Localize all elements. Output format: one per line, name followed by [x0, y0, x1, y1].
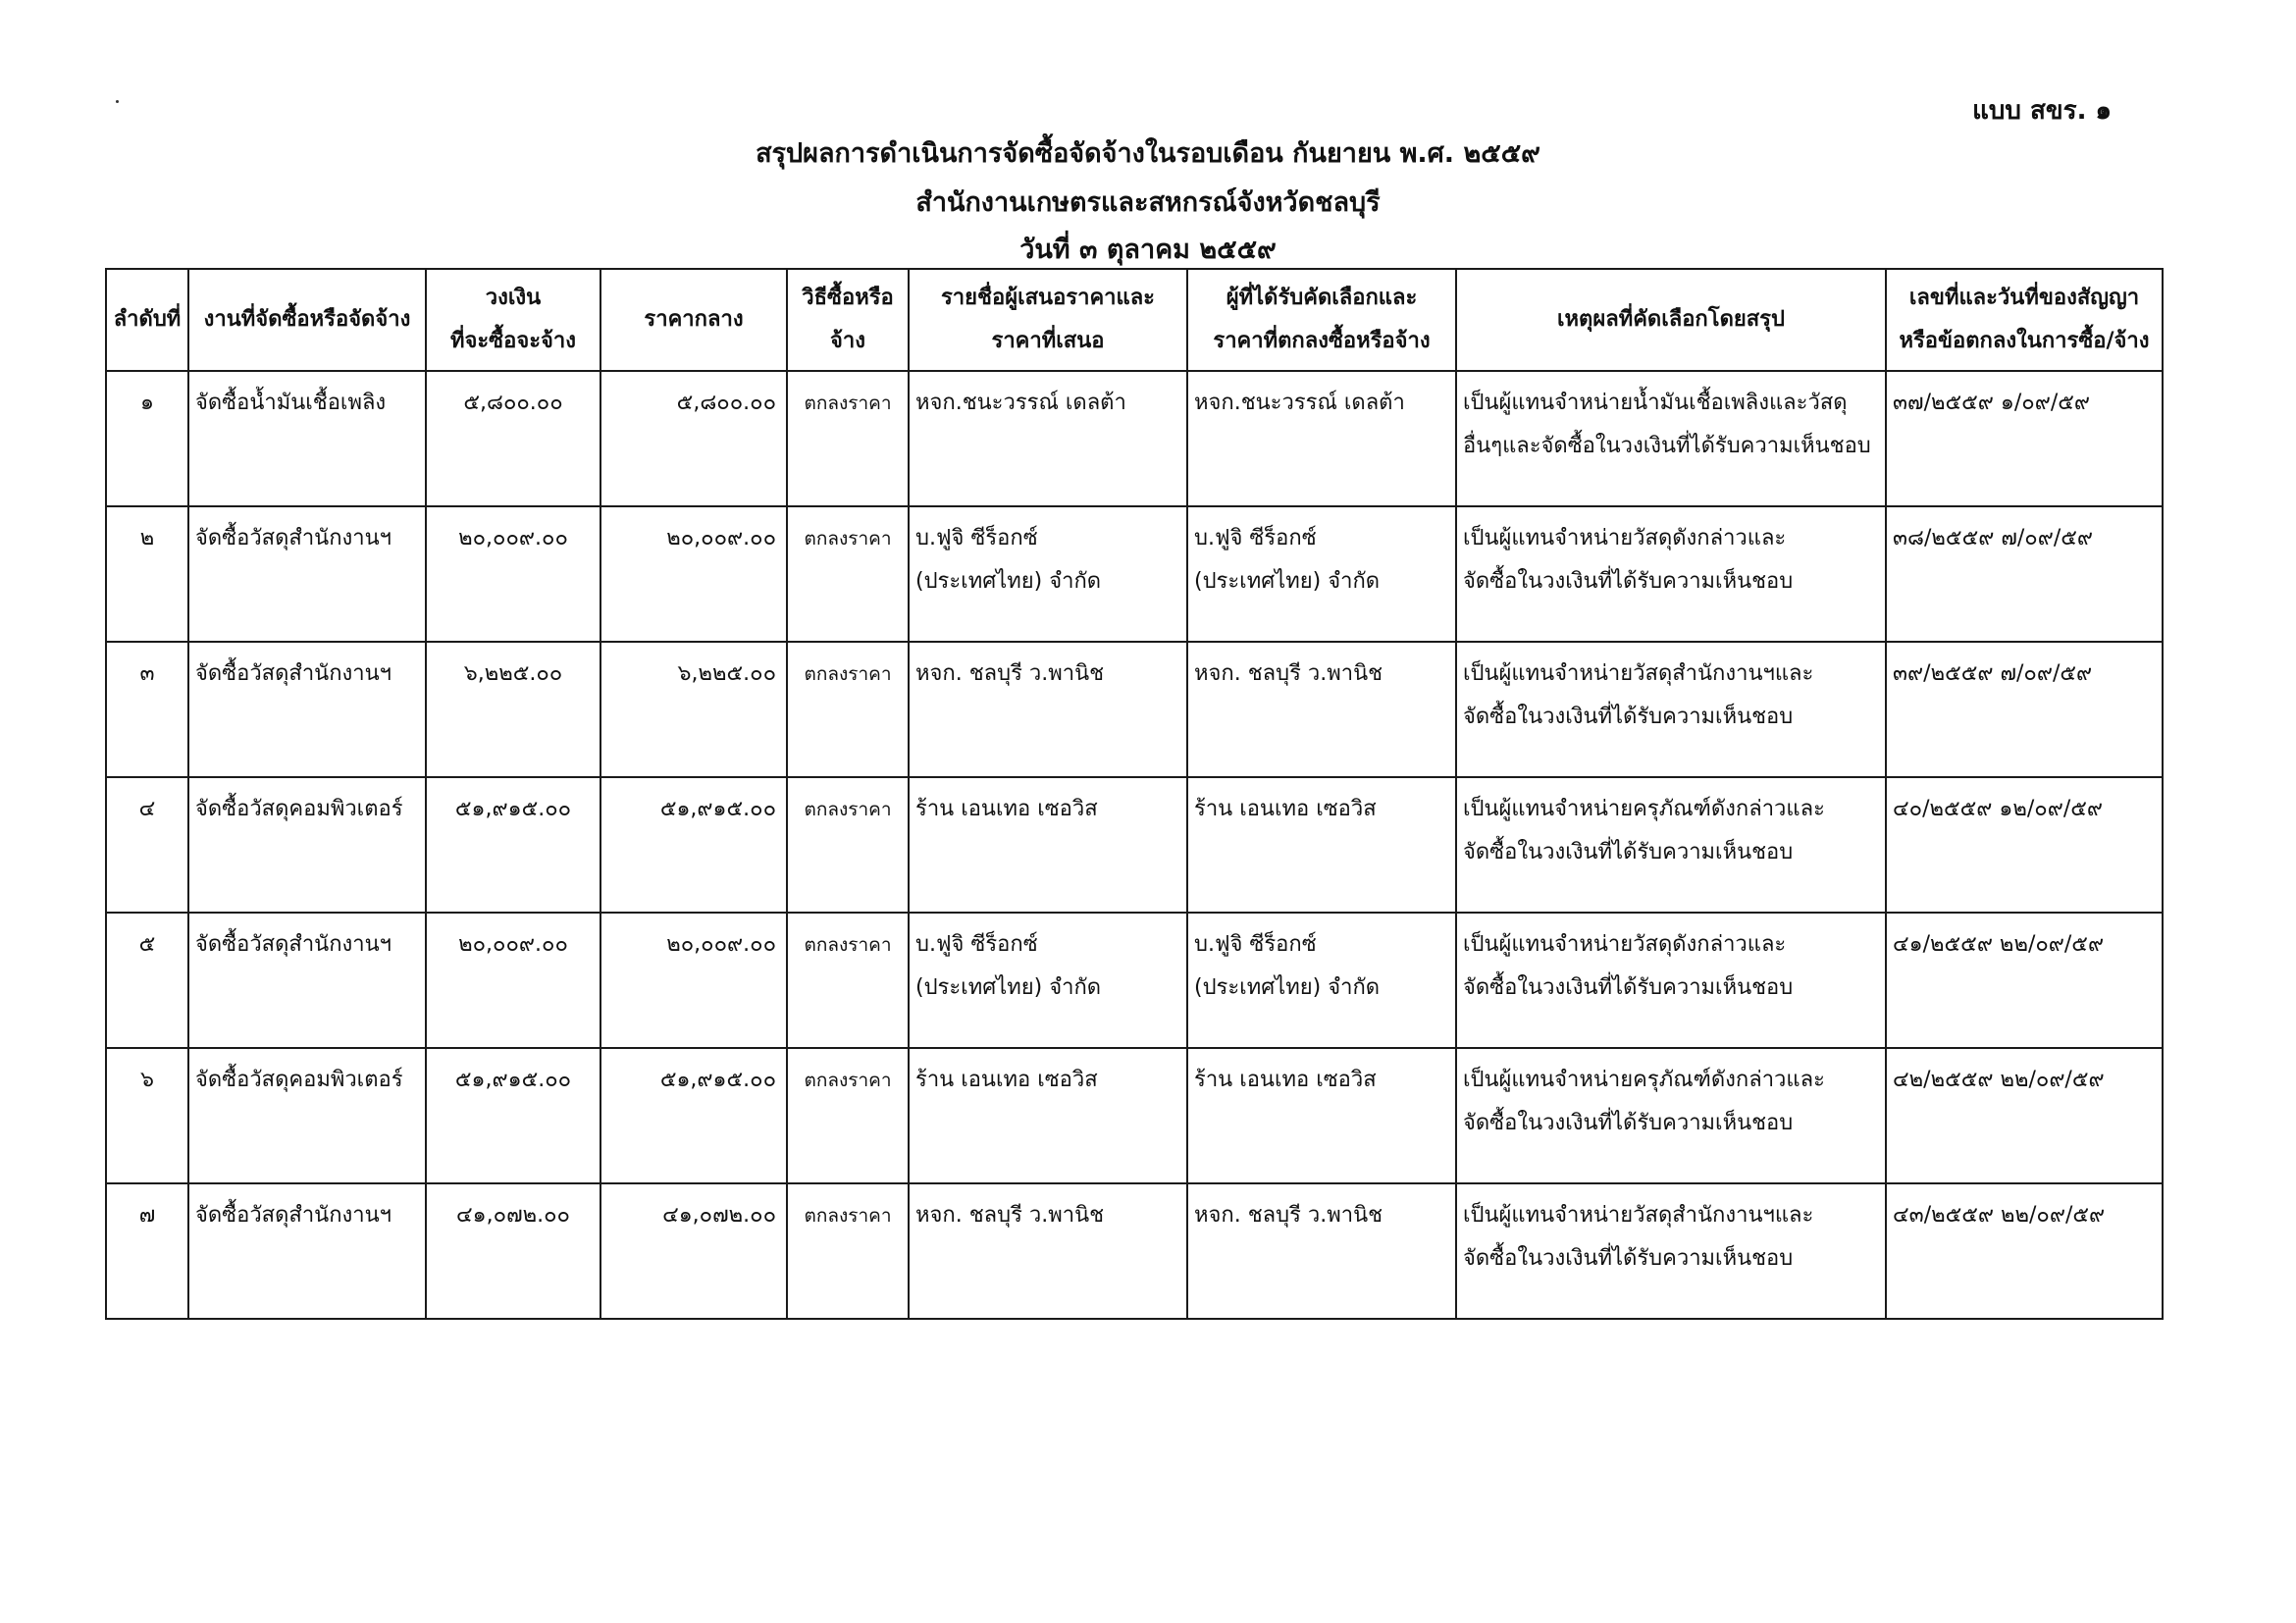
table-header-row — [106, 269, 2163, 371]
cell-winner-text: ร้าน เอนเทอ เซอวิส — [1194, 797, 1377, 821]
cell-bidders-text: ร้าน เอนเทอ เซอวิส — [915, 797, 1098, 821]
cell-no-text: ๗ — [138, 1203, 156, 1228]
cell-contract — [1886, 913, 2163, 1048]
cell-contract — [1886, 506, 2163, 642]
cell-item-text: จัดซื้อวัสดุสำนักงานฯ — [195, 526, 392, 550]
cell-method — [787, 1048, 909, 1183]
cell-winner-text: ร้าน เอนเทอ เซอวิส — [1194, 1068, 1377, 1092]
cell-reason-text: จัดซื้อในวงเงินที่ได้รับความเห็นชอบ — [1463, 569, 1794, 594]
header-text: หรือข้อตกลงในการซื้อ/จ้าง — [1899, 329, 2150, 353]
cell-no-text: ๓ — [139, 661, 155, 686]
cell-budget — [426, 371, 600, 506]
cell-budget — [426, 913, 600, 1048]
cell-reason-text: จัดซื้อในวงเงินที่ได้รับความเห็นชอบ — [1463, 705, 1794, 729]
cell-median-price-text: ๕๑,๙๑๕.๐๐ — [659, 1068, 776, 1092]
cell-bidders-text: หจก. ชลบุรี ว.พานิช — [915, 661, 1105, 686]
cell-contract-text: ๓๙/๒๕๕๙ ๗/๐๙/๕๙ — [1893, 661, 2093, 686]
header-text: เหตุผลที่คัดเลือกโดยสรุป — [1557, 307, 1785, 332]
cell-reason-text: จัดซื้อในวงเงินที่ได้รับความเห็นชอบ — [1463, 1111, 1794, 1135]
cell-winner-text: (ประเทศไทย) จำกัด — [1194, 569, 1381, 594]
cell-method-text: ตกลงราคา — [804, 934, 892, 956]
cell-budget — [426, 1048, 600, 1183]
cell-reason — [1456, 913, 1886, 1048]
cell-reason-text: อื่นๆและจัดซื้อในวงเงินที่ได้รับความเห็นชอบ — [1463, 434, 1871, 458]
cell-budget-text: ๕๑,๙๑๕.๐๐ — [454, 1068, 572, 1092]
cell-budget-text: ๕๑,๙๑๕.๐๐ — [454, 797, 572, 821]
header-text: วิธีซื้อหรือ — [802, 286, 894, 310]
cell-contract — [1886, 371, 2163, 506]
cell-reason — [1456, 777, 1886, 913]
cell-winner — [1187, 777, 1456, 913]
cell-contract-text: ๔๓/๒๕๕๙ ๒๒/๐๙/๕๙ — [1893, 1203, 2106, 1228]
cell-method — [787, 913, 909, 1048]
procurement-summary-table — [105, 268, 2164, 1320]
cell-bidders-text: บ.ฟูจิ ซีร็อกซ์ — [915, 932, 1038, 957]
cell-reason-text: เป็นผู้แทนจำหน่ายครุภัณฑ์ดังกล่าวและ — [1463, 797, 1825, 821]
cell-no-text: ๑ — [140, 391, 154, 415]
cell-bidders-text: บ.ฟูจิ ซีร็อกซ์ — [915, 526, 1038, 550]
table-row — [106, 777, 2163, 913]
header-text: วงเงิน — [485, 286, 542, 310]
cell-winner — [1187, 506, 1456, 642]
cell-winner — [1187, 913, 1456, 1048]
cell-winner-text: บ.ฟูจิ ซีร็อกซ์ — [1194, 932, 1317, 957]
cell-method-text: ตกลงราคา — [804, 393, 892, 414]
cell-bidders — [909, 913, 1187, 1048]
cell-bidders — [909, 371, 1187, 506]
cell-reason — [1456, 371, 1886, 506]
cell-median-price-text: ๕,๘๐๐.๐๐ — [676, 391, 776, 415]
cell-reason-text: เป็นผู้แทนจำหน่ายครุภัณฑ์ดังกล่าวและ — [1463, 1068, 1825, 1092]
col-header-budget — [426, 269, 600, 371]
cell-reason — [1456, 506, 1886, 642]
cell-item-text: จัดซื้อวัสดุสำนักงานฯ — [195, 932, 392, 957]
cell-budget-text: ๕,๘๐๐.๐๐ — [463, 391, 563, 415]
cell-item — [188, 506, 426, 642]
header-text: ลำดับที่ — [113, 307, 182, 332]
header-text: จ้าง — [830, 329, 865, 353]
cell-winner-text: หจก. ชลบุรี ว.พานิช — [1194, 1203, 1383, 1228]
cell-reason — [1456, 1183, 1886, 1319]
cell-contract-text: ๓๗/๒๕๕๙ ๑/๐๙/๕๙ — [1893, 391, 2090, 415]
table-row — [106, 1183, 2163, 1319]
cell-contract — [1886, 1183, 2163, 1319]
col-header-no — [106, 269, 188, 371]
scan-speck — [116, 100, 119, 103]
cell-item-text: จัดซื้อวัสดุสำนักงานฯ — [195, 1203, 392, 1228]
col-header-method — [787, 269, 909, 371]
cell-item — [188, 777, 426, 913]
cell-winner — [1187, 371, 1456, 506]
cell-winner-text: หจก. ชลบุรี ว.พานิช — [1194, 661, 1383, 686]
cell-bidders — [909, 1183, 1187, 1319]
document-date: วันที่ ๓ ตุลาคม ๒๕๕๙ — [1019, 235, 1277, 265]
cell-method — [787, 777, 909, 913]
cell-contract-text: ๔๐/๒๕๕๙ ๑๒/๐๙/๕๙ — [1893, 797, 2103, 821]
cell-median-price — [600, 371, 787, 506]
cell-budget — [426, 777, 600, 913]
header-text: ราคาที่เสนอ — [991, 329, 1105, 353]
cell-reason-text: เป็นผู้แทนจำหน่ายวัสดุดังกล่าวและ — [1463, 932, 1787, 957]
cell-budget-text: ๒๐,๐๐๙.๐๐ — [458, 932, 568, 957]
cell-reason — [1456, 642, 1886, 777]
cell-median-price — [600, 506, 787, 642]
cell-bidders — [909, 506, 1187, 642]
cell-no — [106, 371, 188, 506]
cell-median-price-text: ๕๑,๙๑๕.๐๐ — [659, 797, 776, 821]
cell-item-text: จัดซื้อวัสดุคอมพิวเตอร์ — [195, 797, 403, 821]
cell-no-text: ๒ — [139, 526, 155, 550]
table-row — [106, 506, 2163, 642]
cell-no — [106, 1048, 188, 1183]
cell-item-text: จัดซื้อวัสดุสำนักงานฯ — [195, 661, 392, 686]
cell-item — [188, 1048, 426, 1183]
cell-item-text: จัดซื้อน้ำมันเชื้อเพลิง — [195, 391, 387, 415]
cell-median-price-text: ๔๑,๐๗๒.๐๐ — [662, 1203, 776, 1228]
cell-bidders-text: หจก.ชนะวรรณ์ เดลต้า — [915, 391, 1126, 415]
cell-bidders — [909, 1048, 1187, 1183]
cell-winner-text: หจก.ชนะวรรณ์ เดลต้า — [1194, 391, 1405, 415]
col-header-reason — [1456, 269, 1886, 371]
col-header-winner — [1187, 269, 1456, 371]
cell-budget — [426, 642, 600, 777]
cell-winner-text: บ.ฟูจิ ซีร็อกซ์ — [1194, 526, 1317, 550]
table-row — [106, 371, 2163, 506]
cell-method-text: ตกลงราคา — [804, 528, 892, 550]
cell-bidders-text: (ประเทศไทย) จำกัด — [915, 975, 1102, 1000]
cell-reason-text: จัดซื้อในวงเงินที่ได้รับความเห็นชอบ — [1463, 840, 1794, 864]
cell-reason-text: เป็นผู้แทนจำหน่ายวัสดุสำนักงานฯและ — [1463, 1203, 1814, 1228]
cell-contract-text: ๓๘/๒๕๕๙ ๗/๐๙/๕๙ — [1893, 526, 2094, 550]
cell-budget-text: ๒๐,๐๐๙.๐๐ — [458, 526, 568, 550]
cell-no — [106, 1183, 188, 1319]
cell-median-price — [600, 1183, 787, 1319]
table-row — [106, 642, 2163, 777]
col-header-median-price — [600, 269, 787, 371]
cell-contract-text: ๔๑/๒๕๕๙ ๒๒/๐๙/๕๙ — [1893, 932, 2105, 957]
header-text: ที่จะซื้อจะจ้าง — [449, 329, 577, 353]
cell-no-text: ๕ — [138, 932, 156, 957]
cell-no-text: ๔ — [138, 797, 156, 821]
cell-no — [106, 777, 188, 913]
cell-winner-text: (ประเทศไทย) จำกัด — [1194, 975, 1381, 1000]
cell-method — [787, 506, 909, 642]
col-header-contract — [1886, 269, 2163, 371]
cell-winner — [1187, 1048, 1456, 1183]
cell-reason-text: เป็นผู้แทนจำหน่ายวัสดุดังกล่าวและ — [1463, 526, 1787, 550]
cell-contract — [1886, 777, 2163, 913]
cell-item — [188, 913, 426, 1048]
cell-item — [188, 1183, 426, 1319]
cell-bidders — [909, 777, 1187, 913]
col-header-item — [188, 269, 426, 371]
cell-method-text: ตกลงราคา — [804, 1205, 892, 1227]
cell-no — [106, 506, 188, 642]
cell-contract — [1886, 642, 2163, 777]
cell-reason-text: จัดซื้อในวงเงินที่ได้รับความเห็นชอบ — [1463, 975, 1794, 1000]
header-text: ผู้ที่ได้รับคัดเลือกและ — [1226, 286, 1418, 310]
cell-median-price — [600, 1048, 787, 1183]
table-row — [106, 1048, 2163, 1183]
cell-winner — [1187, 642, 1456, 777]
cell-no — [106, 913, 188, 1048]
header-text: เลขที่และวันที่ของสัญญา — [1908, 286, 2140, 310]
table-body — [106, 371, 2163, 1319]
cell-method-text: ตกลงราคา — [804, 799, 892, 820]
cell-median-price — [600, 642, 787, 777]
cell-median-price — [600, 913, 787, 1048]
cell-bidders-text: หจก. ชลบุรี ว.พานิช — [915, 1203, 1105, 1228]
cell-method — [787, 1183, 909, 1319]
cell-item-text: จัดซื้อวัสดุคอมพิวเตอร์ — [195, 1068, 403, 1092]
cell-reason-text: จัดซื้อในวงเงินที่ได้รับความเห็นชอบ — [1463, 1246, 1794, 1271]
cell-item — [188, 642, 426, 777]
cell-median-price-text: ๒๐,๐๐๙.๐๐ — [666, 932, 776, 957]
cell-winner — [1187, 1183, 1456, 1319]
cell-bidders-text: (ประเทศไทย) จำกัด — [915, 569, 1102, 594]
cell-median-price-text: ๒๐,๐๐๙.๐๐ — [666, 526, 776, 550]
form-code: แบบ สขร. ๑ — [1972, 96, 2112, 126]
cell-budget — [426, 1183, 600, 1319]
cell-budget-text: ๔๑,๐๗๒.๐๐ — [456, 1203, 570, 1228]
cell-median-price-text: ๖,๒๒๕.๐๐ — [677, 661, 776, 686]
document-title: สรุปผลการดำเนินการจัดซื้อจัดจ้างในรอบเดือน กันยายน พ.ศ. ๒๕๕๙ — [756, 138, 1540, 169]
agency-name: สำนักงานเกษตรและสหกรณ์จังหวัดชลบุรี — [915, 187, 1381, 218]
cell-reason-text: เป็นผู้แทนจำหน่ายวัสดุสำนักงานฯและ — [1463, 661, 1814, 686]
cell-contract-text: ๔๒/๒๕๕๙ ๒๒/๐๙/๕๙ — [1893, 1068, 2105, 1092]
cell-method-text: ตกลงราคา — [804, 663, 892, 685]
header-text: ราคาที่ตกลงซื้อหรือจ้าง — [1213, 329, 1431, 353]
cell-method — [787, 642, 909, 777]
cell-median-price — [600, 777, 787, 913]
cell-budget — [426, 506, 600, 642]
col-header-bidders — [909, 269, 1187, 371]
cell-no — [106, 642, 188, 777]
cell-item — [188, 371, 426, 506]
cell-reason-text: เป็นผู้แทนจำหน่ายน้ำมันเชื้อเพลิงและวัสดุ — [1463, 391, 1848, 415]
cell-no-text: ๖ — [140, 1068, 154, 1092]
table-row — [106, 913, 2163, 1048]
cell-bidders — [909, 642, 1187, 777]
cell-method — [787, 371, 909, 506]
cell-reason — [1456, 1048, 1886, 1183]
header-text: ราคากลาง — [644, 307, 744, 332]
cell-budget-text: ๖,๒๒๕.๐๐ — [463, 661, 563, 686]
cell-contract — [1886, 1048, 2163, 1183]
header-text: รายชื่อผู้เสนอราคาและ — [940, 286, 1155, 310]
cell-method-text: ตกลงราคา — [804, 1070, 892, 1091]
cell-bidders-text: ร้าน เอนเทอ เซอวิส — [915, 1068, 1098, 1092]
header-text: งานที่จัดซื้อหรือจัดจ้าง — [203, 307, 411, 332]
